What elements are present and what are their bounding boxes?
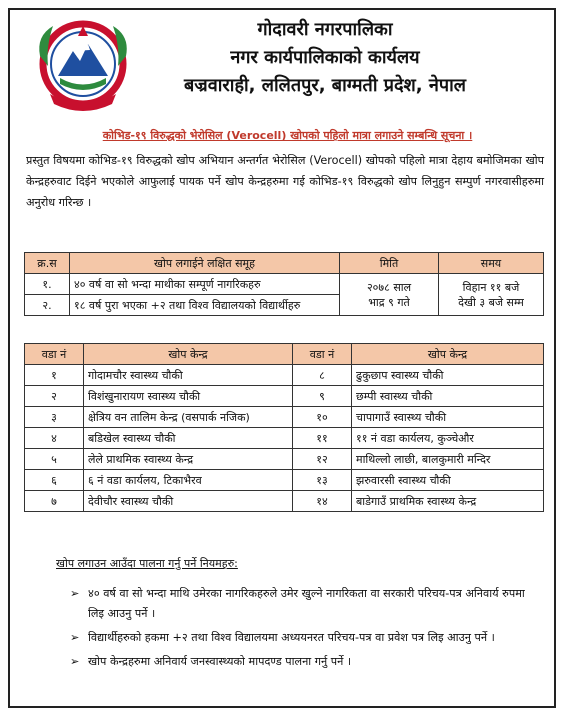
table-header-row [25,253,544,274]
table-row [25,491,544,512]
ward-number: १ [25,365,84,386]
rule-text: खोप केन्द्रहरुमा अनिवार्य जनस्वास्थ्यको मापदण्ड पालना गर्नु पर्ने । [88,655,352,668]
office-name: नगर कार्यपालिकाको कार्यलय [230,47,420,68]
col-header-date: मिति [340,253,439,274]
arrow-bullet-icon: ➢ [70,655,80,668]
row-group: ४० वर्ष वा सो भन्दा माथीका सम्पूर्ण नागरिकहरु [70,274,340,295]
list-item [70,628,540,648]
center-name: क्षेत्रिय वन तालिम केन्द्र (वसपार्क नजिक) [84,407,293,428]
date-line: भाद्र ९ गते [368,295,410,309]
office-address: बज्रवाराही, ललितपुर, बाग्मती प्रदेश, नेपाल [184,75,466,96]
ward-number: ११ [293,428,352,449]
col-header-group: खोप लगाईने लक्षित समूह [70,253,340,274]
center-name: विशंखुनारायण स्वास्थ्य चौकी [84,386,293,407]
ward-number: ९ [293,386,352,407]
center-name: चापागाउँ स्वास्थ्य चौकी [352,407,544,428]
center-name: लेले प्राथमिक स्वास्थ्य केन्द्र [84,449,293,470]
ward-number: ३ [25,407,84,428]
row-group: १८ वर्ष पुरा भएका +२ तथा विश्व विद्यालयको विद्यार्थीहरु [70,295,340,316]
ward-number: २ [25,386,84,407]
office-header [150,16,500,100]
col-header-center: खोप केन्द्र [84,344,293,365]
vaccination-centers-table [24,343,544,512]
center-name: ढुकुछाप स्वास्थ्य चौकी [352,365,544,386]
center-name: छम्पी स्वास्थ्य चौकी [352,386,544,407]
col-header-time: समय [439,253,544,274]
center-name: बाडेगाउँ प्राथमिक स्वास्थ्य केन्द्र [352,491,544,512]
arrow-bullet-icon: ➢ [70,587,80,600]
time-line: देखी ३ बजे सम्म [458,295,524,309]
target-group-table [24,252,544,316]
rule-text: विद्यार्थीहरुको हकमा +२ तथा विश्व विद्यालयमा अध्ययनरत परिचय-पत्र वा प्रवेश पत्र लिइ आउनु पर्ने । [88,631,495,644]
col-header-center: खोप केन्द्र [352,344,544,365]
center-name: बडिखेल स्वास्थ्य चौकी [84,428,293,449]
col-header-ward: वडा नं [25,344,84,365]
table-header-row [25,344,544,365]
table-row [25,386,544,407]
col-header-ward: वडा नं [293,344,352,365]
ward-number: ४ [25,428,84,449]
vaccination-time [439,274,544,316]
center-name: झरुवारसी स्वास्थ्य चौकी [352,470,544,491]
table-row [25,428,544,449]
ward-number: १३ [293,470,352,491]
arrow-bullet-icon: ➢ [70,631,80,644]
ward-number: १२ [293,449,352,470]
col-header-sn: क्र.स [25,253,70,274]
center-rows [25,365,544,512]
center-name: ११ नं वडा कार्यलय, कुञ्चेऔर [352,428,544,449]
list-item [70,584,540,624]
center-name: गोदामचौर स्वास्थ्य चौकी [84,365,293,386]
center-name: माथिल्लो लाछी, बालकुमारी मन्दिर [352,449,544,470]
date-line: २०७८ साल [366,280,412,294]
table-row [25,365,544,386]
row-sn: २. [25,295,70,316]
municipality-emblem-icon [28,16,138,116]
ward-number: ८ [293,365,352,386]
table-row [25,274,544,295]
ward-number: ७ [25,491,84,512]
time-line: विहान ११ बजे [462,280,520,294]
center-name: देवीचौर स्वास्थ्य चौकी [84,491,293,512]
ward-number: ५ [25,449,84,470]
rules-list [70,584,540,676]
notice-body: प्रस्तुत विषयमा कोभिड-१९ विरुद्धको खोप अभियान अन्तर्गत भेरोसिल (Verocell) खोपको पहिलो मात्रा देहाय बमोजिमका खोप केन्द्रहरुवाट दिईने भएकोले आफुलाई पायक पर्ने खोप केन्द्रहरुमा गई कोभिड-१९ विरुद्धको खोप लिनुहुन सम्पुर्ण नगरवासीहरुमा अनुरोध गरिन्छ । [26,154,544,209]
center-name: ६ नं वडा कार्यलय, टिकाभैरव [84,470,293,491]
ward-number: ६ [25,470,84,491]
rule-text: ४० वर्ष वा सो भन्दा माथि उमेरका नागरिकहरुले उमेर खुल्ने नागरिकता वा सरकारी परिचय-पत्र अनिवार्य रुपमा लिइ आउनु पर्ने । [88,587,525,620]
list-item [70,652,540,672]
vaccination-date [340,274,439,316]
row-sn: १. [25,274,70,295]
rules-title: खोप लगाउन आउँदा पालना गर्नु पर्ने नियमहरु: [56,557,238,570]
municipality-name: गोदावरी नगरपालिका [257,19,393,40]
ward-number: १० [293,407,352,428]
table-row [25,449,544,470]
table-row [25,407,544,428]
ward-number: १४ [293,491,352,512]
notice-title: कोभिड-१९ विरुद्धको भेरोसिल (Verocell) खोपको पहिलो मात्रा लगाउने सम्बन्धि सूचना । [102,129,473,142]
table-row [25,470,544,491]
